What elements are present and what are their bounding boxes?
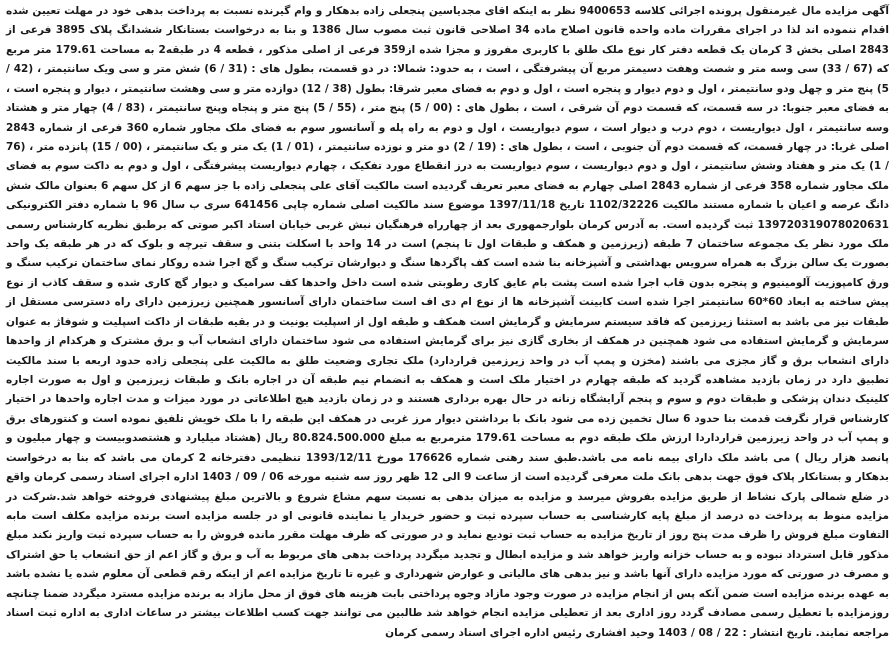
auction-notice-text [6,2,889,643]
notice-paragraph: آگهی مزایده مال غیرمنقول پرونده اجرائی کلاسه 9400653 نظر به اینکه اقای مجدیاسین پنجعلی زاده بدهکار و وام گیرنده نسبت به پرداخت بدهی خود در مهلت تعیین شده اقدام ننموده اند لذا در اجرای مقررات ماده واحده قانون اصلاح ماده 34 اصلاحی قانون ثبت مصوب سال 1386 و بنا به درخواست بستانکار ششدانگ پلاک 3895 فرعی از 2843 اصلی بخش 3 کرمان یک قطعه دفتر کار نوع ملک طلق با کاربری مفروز و مجزا شده از359 فرعی از اصلی مذکور ، قطعه 4 در طبقه2 به مساحت 179.61 متر مربع که (67 / 33) سی وسه متر و شصت وهفت دسیمتر مربع آن پیشرفتگی ، است ، به حدود: شمالا: در دو قسمت، بطول های : (31 / 6) شش متر و سی ویک سانتیمتر ، (42 / 5) پنج متر و چهل ودو سانتیمتر ، اول و دوم دیوار و پنجره است ، اول و دوم به فضای معبر شرقا: بطول (38 / 12) دوازده متر و سی وهشت سانتیمتر ، دیوار و پنجره است ، به فضای معبر جنوبا: در سه قسمت، که قسمت دوم آن شرقی ، است ، بطول های : (00 / 5) پنج متر ، (55 / 5) پنج متر و پنجاه وپنج سانتیمتر ، (83 / 4) چهار متر و هشتاد وسه سانتیمتر ، اول دیواریست ، دوم درب و دیوار است ، سوم دیواریست ، اول و دوم به راه پله و آسانسور سوم به فضای ملک مجاور شماره 360 فرعی از شماره 2843 اصلی غربا: در چهار قسمت، که قسمت دوم آن جنوبی ، است ، بطول های : (19 / 2) دو متر و نوزده سانتیمتر ، (01 / 1) یک متر و یک سانتیمتر ، (00 / 15) پانزده متر ، (76 / 1) یک متر و هفتاد وشش سانتیمتر ، اول و دوم دیواریست ، سوم دیواریست به درز انقطاع مورد تفکیک ، چهارم دیواریست پیشرفتگی ، اول و دوم به داکت سوم به فضای ملک مجاور شماره 358 فرعی از شماره 2843 اصلی چهارم به فضای معبر تعریف گردیده است مالکیت آقای علی پنجعلی زاده با جز سهم 6 از کل سهم 6 بعنوان مالک شش دانگ عرصه و اعیان با شماره مستند مالکیت 1102/32226 تاریخ 1397/11/18 موضوع سند مالکیت اصلی شماره چاپی 641456 سری ب سال 96 با شماره دفتر الکترونیکی 139720319078020631 ثبت گردیده است. به آدرس کرمان بلوارجمهوری بعد از چهارراه فرهنگیان نبش غربی خیابان استاد اکبر صوتی که برطبق نظریه کارشناس رسمی ملک مورد نظر یک مجموعه ساختمان 7 طبقه (زیرزمین و همکف و طبقات اول تا پنجم) است در 14 واحد با اسکلت بتنی و سقف تیرچه و بلوک که در هر طبقه یک واحد بصورت یک سالن بزرگ به همراه سرویس بهداشتی و آشپزخانه بنا شده است کف پاگردها سنگ و دیوارشان ترکیب سنگ و گچ اجرا شده روکار نمای ساختمان ترکیب سنگ و ورق کامپوزیت آلومینیوم و پنجره بدون قاب اجرا شده است پشت بام عایق کاری رطوبتی شده است داخل واحدها کف سرامیک و دیوار گچ کاری شده و سقف کاذب از نوع پیش ساخته به ابعاد 60*60 سانتیمتر اجرا شده است کابینت آشپزخانه ها از نوع ام دی اف است ساختمان دارای آسانسور همچنین زیرزمین دارای راه دسترسی مستقل از طبقات نیز می باشد به استثنا زیرزمین که فاقد سیستم سرمایش و گرمایش است همکف و طبقه اول از اسپلیت یونیت و در بقیه طبقات از داکت اسپلیت و شوفاژ به عنوان سرمایش و گرمایش استفاده می شود همچنین در همکف از بخاری گازی نیز برای گرمایش استفاده می شود ساختمان دارای انشعاب آب و برق مشترک و هرکدام از واحدها دارای انشعاب برق و گاز مجزی می باشند (مخزن و پمپ آب در واحد زیرزمین قراردارد) ملک تجاری وضعیت طلق به مالکیت علی پنجعلی زاده حدود اربعه با سند مالکیت تطبیق دارد در زمان بازدید مشاهده گردید که طبقه چهارم در اختیار ملک است و همکف به انضمام نیم طبقه آن در اجاره بانک و طبقات زیرزمین و اول به صورت اجاره کلینیک دندان پزشکی و طبقات دوم و سوم و پنجم آرایشگاه زنانه در حال بهره برداری هستند و در زمان بازدید هیچ اطلاعاتی در مورد میزات و مدت اجاره واحدها در اختیار کارشناس قرار نگرفت قدمت بنا حدود 6 سال تخمین زده می شود بانک با برداشتن دیوار مرز غربی در همکف این طبقه را با ملک خویش تلفیق نموده است و کنتورهای برق و پمپ آب در واحد زیرزمین قرارداردا ارزش ملک طبقه دوم به مساحت 179.61 مترمربع به مبلغ 80.824.500.000 ریال (هشتاد میلیارد و هشتصدوبیست و چهار میلیون و پانصد هزار ریال ) می باشد ملک دارای بیمه نامه می باشد.طبق سند رهنی شماره 176626 مورخ 1393/12/11 تنظیمی دفترخانه 2 کرمان می باشد که بنا به درخواست بدهکار و بستانکار پلاک فوق جهت بدهی بانک ملت معرفی گردیده است از ساعت 9 الی 12 ظهر روز سه شنبه مورخه 06 / 09 / 1403 اداره اجرای اسناد رسمی کرمان واقع در ضلع شمالی پارک نشاط از طریق مزایده بفروش میرسد و مزایده به میزان بدهی به نسبت سهم مشاع شروع و بالاترین مبلغ پیشنهادی فروخته خواهد شد.شرکت در مزایده منوط به پرداخت ده درصد از مبلغ پایه کارشناسی به حساب سپرده ثبت و حضور خریدار یا نماینده قانونی او در جلسه مزایده است برنده مزایده مکلف است مابه التفاوت مبلغ فروش را ظرف مدت پنج روز از تاریخ مزایده به حساب ثبت تودیع نماید و در صورتی که ظرف مهلت مقرر مانده فروش را به حساب سپرده ثبت واریز نکند مبلغ مذکور قابل استرداد نبوده و به حساب خزانه واریز خواهد شد و مزایده ابطال و تجدید میگردد پرداخت بدهی های مربوط به آب و برق و گاز اعم از حق انشعاب یا حق اشتراک و مصرف در صورتی که مورد مزایده دارای آنها باشد و نیز بدهی های مالیاتی و عوارض شهرداری و غیره تا تاریخ مزایده اعم از اینکه رقم قطعی آن معلوم شده یا نشده باشد به عهده برنده مزایده است ضمن آنکه پس از انجام مزایده در صورت وجود مازاد وجوه پرداختی بابت هزینه های فوق از محل مازاد به برنده مزایده مسترد میگردد ضمنا چنانچه روزمزایده با تعطیل رسمی مصادف گردد روز اداری بعد از تعطیلی مزایده انجام خواهد شد طالبین می توانند جهت کسب اطلاعات بیشتر در ساعات اداری به اداره ثبت اسناد مراجعه نمایند. تاریخ انتشار : 22 / 08 / 1403 وحید افشاری رئیس اداره اجرای اسناد رسمی کرمان [6,5,890,639]
